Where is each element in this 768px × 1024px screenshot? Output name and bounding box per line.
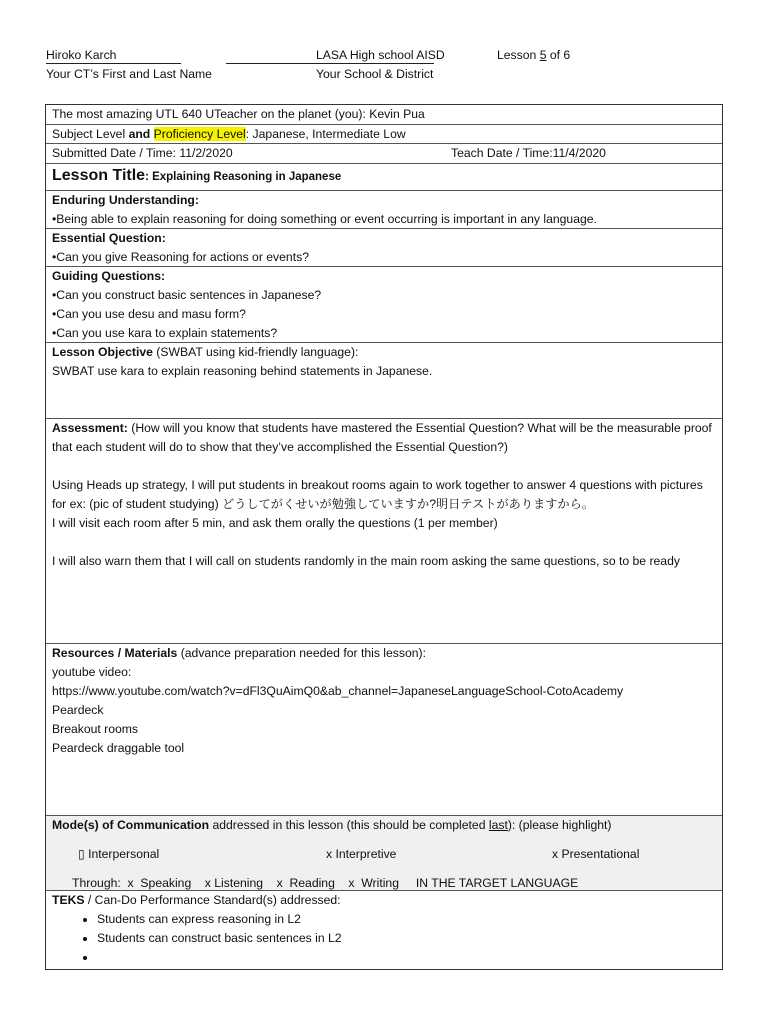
guiding-row: Guiding Questions: •Can you construct basic sentences in Japanese? •Can you use desu and masu form? •Can you use kara to explain statements?	[46, 267, 722, 343]
lesson-plan-table	[45, 104, 723, 970]
enduring-row: Enduring Understanding: •Being able to explain reasoning for doing something or event occurring is important in any language.	[46, 191, 722, 229]
dates-row: Submitted Date / Time: 11/2/2020 Teach Date / Time:11/4/2020	[46, 144, 722, 164]
teks-row: TEKS / Can-Do Performance Standard(s) addressed: • Students can express reasoning in L2 • Students can construct basic sentences in L2 •	[46, 891, 722, 969]
essential-row: Essential Question: •Can you give Reasoning for actions or events?	[46, 229, 722, 267]
ct-label: Your CT’s First and Last Name	[46, 67, 212, 81]
lesson-title-row: Lesson Title: Explaining Reasoning in Japanese	[46, 164, 722, 191]
modes-row: Mode(s) of Communication addressed in this lesson (this should be completed last): (please highlight) ▯ Interpersonal x Interpretive x Presentational Through: x Speaking x Listening x Reading x Writing IN THE TARGET LANGUAGE	[46, 816, 722, 891]
lesson-number: Lesson 5 of 6	[497, 48, 571, 62]
resources-row: Resources / Materials (advance preparation needed for this lesson): youtube video: https://www.youtube.com/watch?v=dFl3QuAimQ0&ab_channel=JapaneseLanguageSchool-CotoAcademy Peardeck Breakout rooms Peardeck draggable tool	[46, 644, 722, 816]
teacher-row: The most amazing UTL 640 UTeacher on the planet (you): Kevin Pua	[46, 105, 722, 125]
youtube-link[interactable]: https://www.youtube.com/watch?v=dFl3QuAimQ0&ab_channel=JapaneseLanguageSchool-CotoAcademy	[52, 684, 624, 698]
ct-name: Hiroko Karch	[46, 48, 117, 62]
school: LASA High school AISD	[316, 48, 445, 62]
school-label: Your School & District	[316, 67, 434, 81]
objective-row: Lesson Objective (SWBAT using kid-friendly language): SWBAT use kara to explain reasoning behind statements in Japanese.	[46, 343, 722, 419]
assessment-row: Assessment: (How will you know that students have mastered the Essential Question? What will be the measurable proof that each student will do to show that they’ve accomplished the Essential Question?) Using Heads up strategy, I will put students in breakout rooms again to work together to answer 4 questions with pictures for ex: (pic of student studying) どうしてがくせいが勉強していますか?明日テストがありますから。 I will visit each room after 5 min, and ask them orally the questions (1 per member) I will also warn them that I will call on students randomly in the main room asking the same questions, so to be ready	[46, 419, 722, 644]
subject-row: Subject Level and Proficiency Level: Japanese, Intermediate Low	[46, 125, 722, 144]
